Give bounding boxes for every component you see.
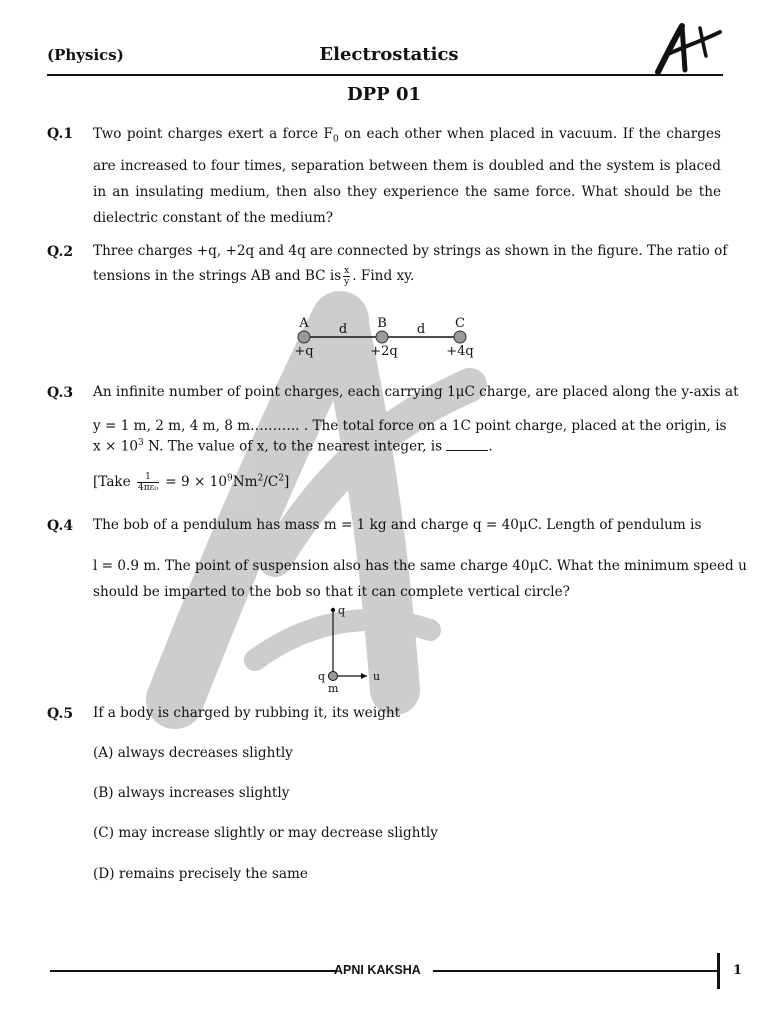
ratio-fraction: $\frac{x}{y}$	[344, 266, 350, 287]
question-number-2: Q.2	[47, 244, 74, 260]
gap-label-bc: d	[416, 322, 426, 337]
bob-charge-label: q	[318, 670, 326, 683]
pendulum-bob	[329, 672, 338, 681]
question-3-line-3: $x \times 10^3$ N. The value of x, to the nearest integer, is .	[93, 438, 493, 455]
question-2-line-1: Three charges +q, +2q and 4q are connected by strings as shown in the figure. The ratio of	[93, 243, 728, 259]
question-number-4: Q.4	[47, 518, 74, 534]
question-4-line-3: should be imparted to the bob so that it can complete vertical circle?	[93, 584, 570, 600]
gap-label-ab: d	[338, 322, 348, 337]
question-number-3: Q.3	[47, 385, 74, 401]
bob-mass-label: m	[328, 682, 339, 694]
question-number-1: Q.1	[47, 126, 74, 142]
page-title: DPP 01	[347, 84, 421, 105]
subject-label: (Physics)	[47, 46, 124, 64]
velocity-label: u	[373, 670, 381, 683]
node-b	[376, 331, 388, 343]
option-b: (B) always increases slightly	[93, 785, 290, 801]
question-number-5: Q.5	[47, 706, 74, 722]
question-3-line-1: An infinite number of point charges, each carrying 1μC charge, are placed along the y-axis at	[93, 384, 739, 400]
option-c: (C) may increase slightly or may decrease slightly	[93, 825, 438, 841]
page-number: 1	[733, 963, 743, 978]
suspension-charge-label: q	[338, 604, 346, 617]
question-3-constant: [Take $\frac{1}{\text{4πε₀}}$ = $9 \times 10^9Nm^2/C^2$]	[93, 472, 290, 493]
question-1-text: Two point charges exert a force $F_0$ on each other when placed in vacuum. If the charges are increased to four times, separation between them is doubled and the system is placed in an insulating medium, then also they experience the same force. What should be the dielectric constant of the medium?	[93, 126, 721, 226]
footer-brand: APNI KAKSHA	[334, 963, 421, 977]
question-3-line-2: y = 1 m, 2 m, 4 m, 8 m……….. . The total force on a 1C point charge, placed at the origin, is	[93, 418, 727, 434]
topic-title: Electrostatics	[319, 44, 459, 65]
node-a	[298, 331, 310, 343]
charge-label-a: +q	[294, 344, 314, 359]
footer-divider	[717, 953, 720, 989]
charge-label-c: +4q	[446, 344, 474, 359]
header-rule	[47, 74, 723, 76]
question-5-text: If a body is charged by rubbing it, its weight	[93, 705, 401, 721]
apni-kaksha-logo	[652, 22, 724, 76]
option-a: (A) always decreases slightly	[93, 745, 293, 761]
footer-rule-right	[433, 970, 718, 972]
velocity-arrow	[361, 673, 367, 679]
option-d: (D) remains precisely the same	[93, 866, 308, 882]
point-label-a: A	[299, 316, 309, 331]
question-4-line-1: The bob of a pendulum has mass m = 1 kg and charge q = 40μC. Length of pendulum is	[93, 517, 702, 533]
point-label-b: B	[377, 316, 387, 331]
three-charges-figure	[286, 312, 486, 362]
pendulum-figure	[310, 602, 410, 694]
question-4-line-2: l = 0.9 m. The point of suspension also has the same charge 40μC. What the minimum speed u	[93, 558, 747, 574]
footer-rule-left	[50, 970, 336, 972]
question-2-line-2: tensions in the strings AB and BC is $\frac{x}{y}$ . Find xy.	[93, 266, 415, 287]
point-label-c: C	[455, 316, 465, 331]
coulomb-fraction: $\frac{1}{\text{4πε₀}}$	[138, 472, 158, 493]
charge-label-b: +2q	[370, 344, 398, 359]
node-c	[454, 331, 466, 343]
answer-blank	[446, 441, 488, 451]
